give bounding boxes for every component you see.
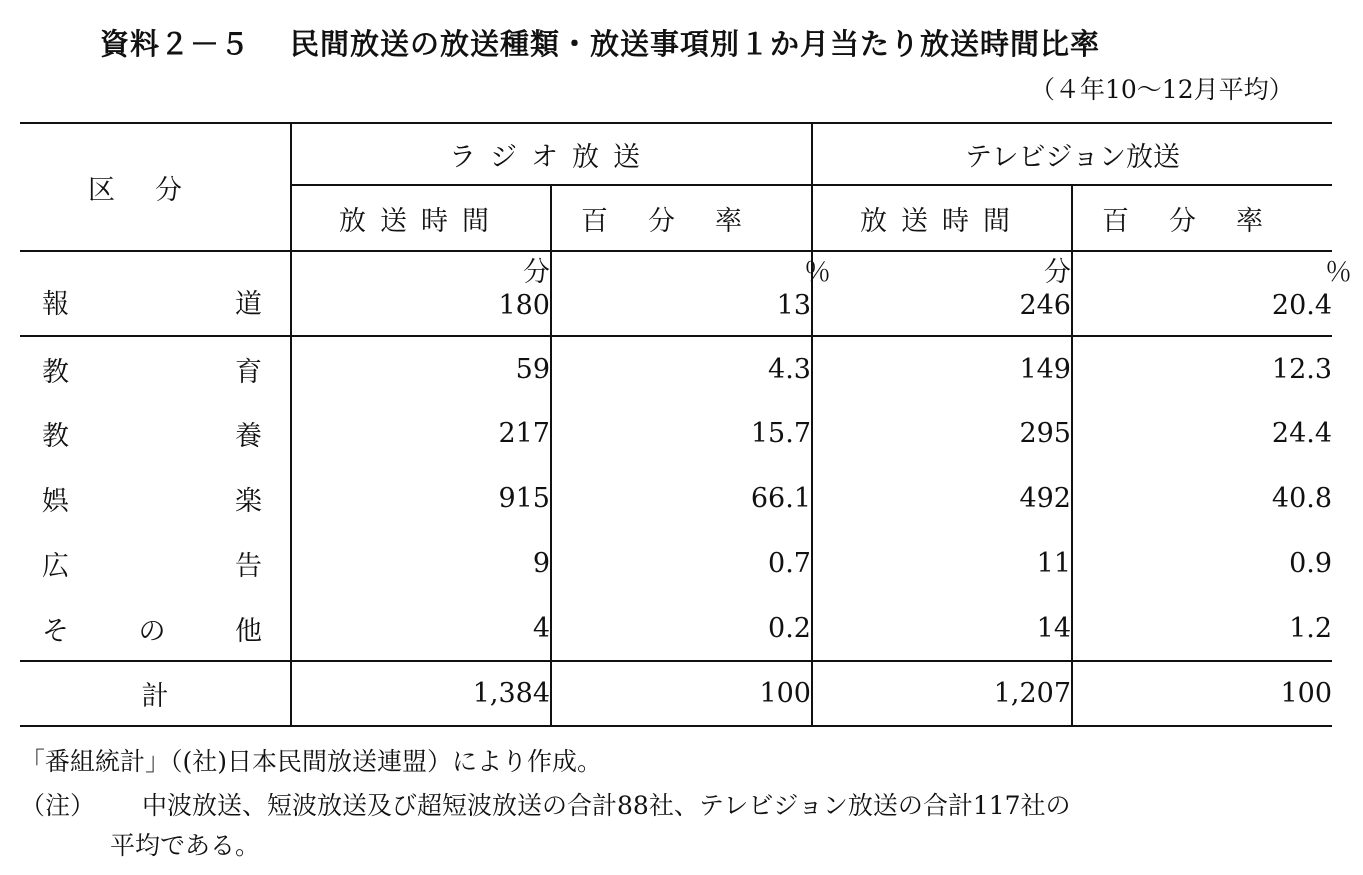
table-row bbox=[20, 251, 1332, 336]
radio-time-value: 180 bbox=[498, 290, 550, 321]
tv-time-value: 492 bbox=[812, 466, 1072, 531]
title-text: 民間放送の放送種類・放送事項別１か月当たり放送時間比率 bbox=[290, 27, 1101, 61]
category-char: 道 bbox=[235, 289, 262, 320]
tv-percent-value: 12.3 bbox=[1072, 336, 1332, 401]
radio-time-value: 217 bbox=[291, 401, 551, 466]
row-category-cell bbox=[20, 544, 290, 583]
tv-time-value: 295 bbox=[812, 401, 1072, 466]
header-row-1 bbox=[20, 123, 1332, 185]
tv-time-value: 149 bbox=[812, 336, 1072, 401]
category-char: 告 bbox=[235, 551, 262, 582]
broadcast-time-table bbox=[20, 122, 1353, 727]
total-radio-percent: 100 bbox=[551, 661, 812, 726]
unit-minutes: 分 bbox=[523, 257, 550, 288]
tv-percent-value: 0.9 bbox=[1072, 531, 1332, 596]
header-radio: ラジオ放送 bbox=[291, 123, 812, 185]
radio-percent-value: 0.7 bbox=[551, 531, 812, 596]
tv-percent-value: 24.4 bbox=[1072, 401, 1332, 466]
radio-time-value: 59 bbox=[291, 336, 551, 401]
category-char: 広 bbox=[42, 551, 69, 582]
radio-percent-value: 15.7 bbox=[551, 401, 812, 466]
category-char: 教 bbox=[42, 356, 69, 388]
tv-time-value: 246 bbox=[1019, 290, 1071, 321]
header-radio-percent: 百分率 bbox=[551, 185, 812, 251]
total-label: 計 bbox=[141, 681, 169, 712]
category-char: 楽 bbox=[235, 486, 262, 517]
row-category-cell bbox=[20, 479, 290, 518]
radio-time-value: 4 bbox=[291, 596, 551, 661]
table-row bbox=[20, 596, 1332, 661]
table-row bbox=[20, 401, 1332, 466]
header-tv-time: 放送時間 bbox=[812, 185, 1072, 251]
unit-minutes: 分 bbox=[1044, 257, 1071, 288]
source-note: 「番組統計」（(社)日本民間放送連盟）により作成。 bbox=[20, 747, 603, 776]
category-char: 養 bbox=[235, 421, 262, 452]
header-tv-percent: 百分率 bbox=[1072, 185, 1332, 251]
tv-time-value: 11 bbox=[812, 531, 1072, 596]
row-category-cell bbox=[20, 282, 290, 321]
tv-percent-value: 1.2 bbox=[1072, 596, 1332, 661]
row-category-cell bbox=[20, 414, 290, 453]
category-char: 報 bbox=[42, 289, 69, 320]
page-title bbox=[100, 22, 1100, 63]
table-row bbox=[20, 531, 1332, 596]
title-label: 資料２－５ bbox=[100, 27, 251, 61]
period-subtitle: （４年10～12月平均） bbox=[1030, 75, 1294, 104]
tv-time-value: 14 bbox=[812, 596, 1072, 661]
unit-percent: ％ bbox=[1325, 257, 1353, 288]
footnote-line-1: 中波放送、短波放送及び超短波放送の合計88社、テレビジョン放送の合計117社の bbox=[142, 791, 1071, 820]
unit-percent: ％ bbox=[804, 257, 831, 288]
header-radio-time: 放送時間 bbox=[291, 185, 551, 251]
total-row bbox=[20, 661, 1332, 726]
category-char: 教 bbox=[42, 421, 69, 452]
category-char: の bbox=[138, 615, 166, 647]
radio-percent-value: 0.2 bbox=[551, 596, 812, 661]
tv-percent-value: 40.8 bbox=[1072, 466, 1332, 531]
tv-percent-value: 20.4 bbox=[1271, 290, 1333, 321]
category-char: 娯 bbox=[42, 486, 69, 517]
row-category-cell bbox=[20, 350, 290, 389]
footnote-label: （注） bbox=[20, 791, 96, 820]
total-tv-percent: 100 bbox=[1072, 661, 1332, 726]
header-category: 区分 bbox=[20, 123, 291, 251]
footnote-line-2: 平均である。 bbox=[110, 831, 261, 860]
total-tv-time: 1,207 bbox=[812, 661, 1072, 726]
category-char: 他 bbox=[235, 615, 262, 647]
radio-percent-value: 66.1 bbox=[551, 466, 812, 531]
header-tv: テレビジョン放送 bbox=[812, 123, 1332, 185]
table-row bbox=[20, 466, 1332, 531]
radio-time-value: 915 bbox=[291, 466, 551, 531]
row-category-cell bbox=[20, 609, 290, 648]
table-row bbox=[20, 336, 1332, 401]
footnote bbox=[20, 786, 1340, 866]
radio-percent-value: 4.3 bbox=[551, 336, 812, 401]
category-char: 育 bbox=[235, 356, 262, 388]
total-radio-time: 1,384 bbox=[291, 661, 551, 726]
radio-time-value: 9 bbox=[291, 531, 551, 596]
radio-percent-value: 13 bbox=[776, 290, 811, 321]
category-char: そ bbox=[42, 615, 69, 647]
